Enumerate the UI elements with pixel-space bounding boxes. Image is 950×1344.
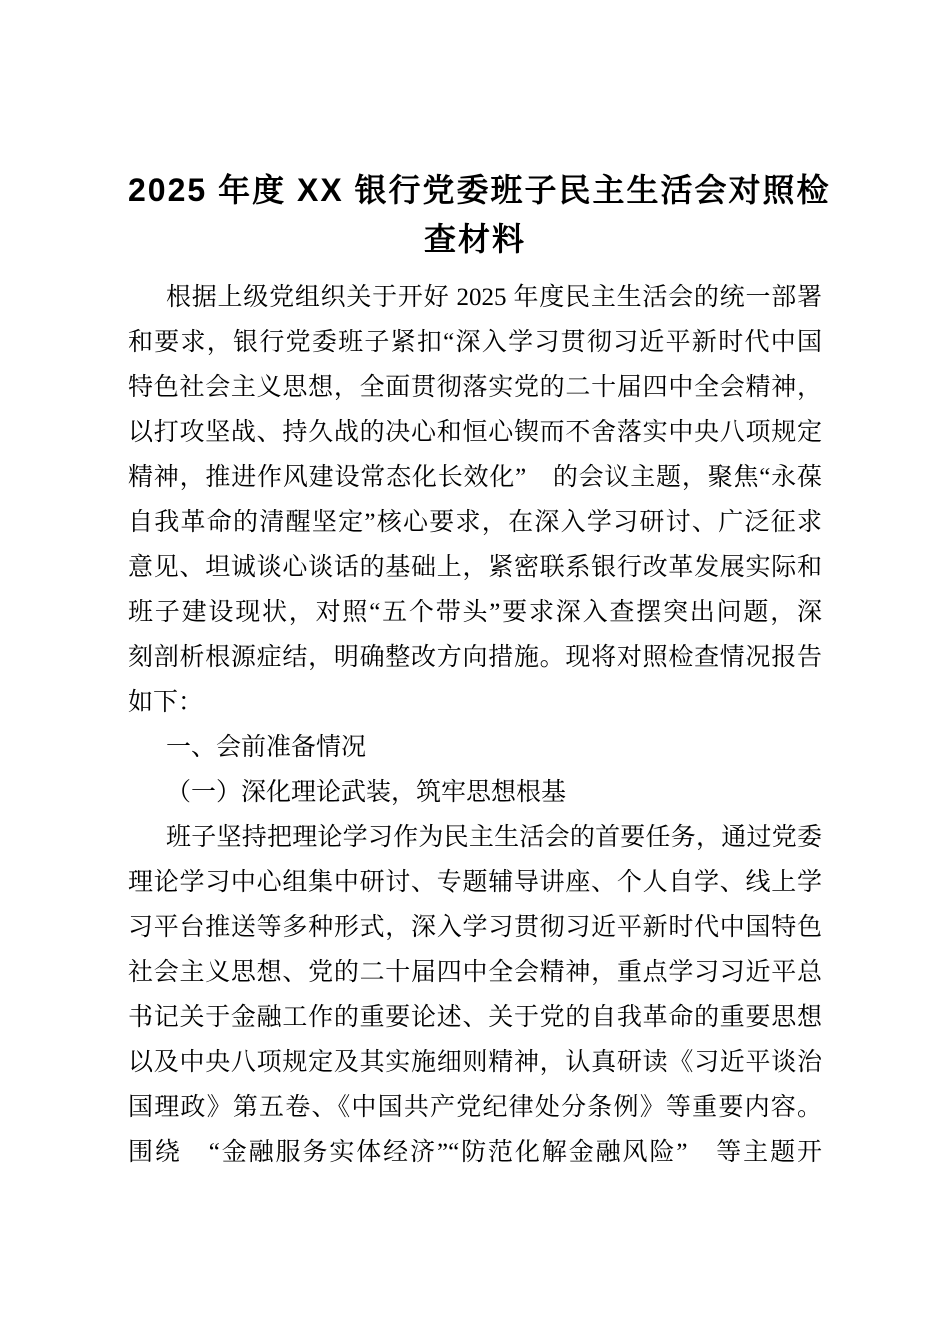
paragraph xyxy=(128,815,822,1175)
text-line: 根据上级党组织关于开好 2025 年度民主生活会的统一部署 xyxy=(166,284,822,311)
document-title-line: 查材料 xyxy=(423,221,526,257)
text-line: 和要求，银行党委班子紧扣“深入学习贯彻习近平新时代中国 xyxy=(128,329,822,356)
text-line: 习平台推送等多种形式，深入学习贯彻习近平新时代中国特色 xyxy=(128,914,822,941)
text-line: 理论学习中心组集中研讨、专题辅导讲座、个人自学、线上学 xyxy=(128,869,822,896)
text-line: 自我革命的清醒坚定”核心要求，在深入学习研讨、广泛征求 xyxy=(128,509,822,536)
text-line: 一、会前准备情况 xyxy=(166,734,367,761)
text-line: 如下： xyxy=(128,689,204,716)
text-line: 以及中央八项规定及其实施细则精神，认真研读《习近平谈治 xyxy=(128,1049,822,1076)
text-line: （一）深化理论武装，筑牢思想根基 xyxy=(166,779,567,806)
document-content xyxy=(128,166,831,1175)
text-line: 特色社会主义思想，全面贯彻落实党的二十届四中全会精神， xyxy=(128,374,822,401)
text-line: 社会主义思想、党的二十届四中全会精神，重点学习习近平总 xyxy=(128,959,822,986)
paragraph xyxy=(128,275,822,725)
text-line: 精神，推进作风建设常态化长效化” 的会议主题，聚焦“永葆 xyxy=(128,464,822,491)
heading-1 xyxy=(128,725,822,770)
document-title xyxy=(128,166,831,264)
text-line: 围绕 “金融服务实体经济”“防范化解金融风险” 等主题开 xyxy=(128,1139,822,1166)
text-line: 意见、坦诚谈心谈话的基础上，紧密联系银行改革发展实际和 xyxy=(128,554,822,581)
text-line: 国理政》第五卷、《中国共产党纪律处分条例》等重要内容。 xyxy=(128,1094,822,1121)
text-line: 刻剖析根源症结，明确整改方向措施。现将对照检查情况报告 xyxy=(128,644,822,671)
text-line: 以打攻坚战、持久战的决心和恒心锲而不舍落实中央八项规定 xyxy=(128,419,822,446)
text-line: 书记关于金融工作的重要论述、关于党的自我革命的重要思想 xyxy=(128,1004,822,1031)
text-line: 班子坚持把理论学习作为民主生活会的首要任务，通过党委 xyxy=(166,824,822,851)
heading-2 xyxy=(128,770,822,815)
text-line: 班子建设现状，对照“五个带头”要求深入查摆突出问题，深 xyxy=(128,599,822,626)
document-title-line: 2025 年度 XX 银行党委班子民主生活会对照检 xyxy=(128,172,831,208)
document-body xyxy=(128,275,822,1175)
